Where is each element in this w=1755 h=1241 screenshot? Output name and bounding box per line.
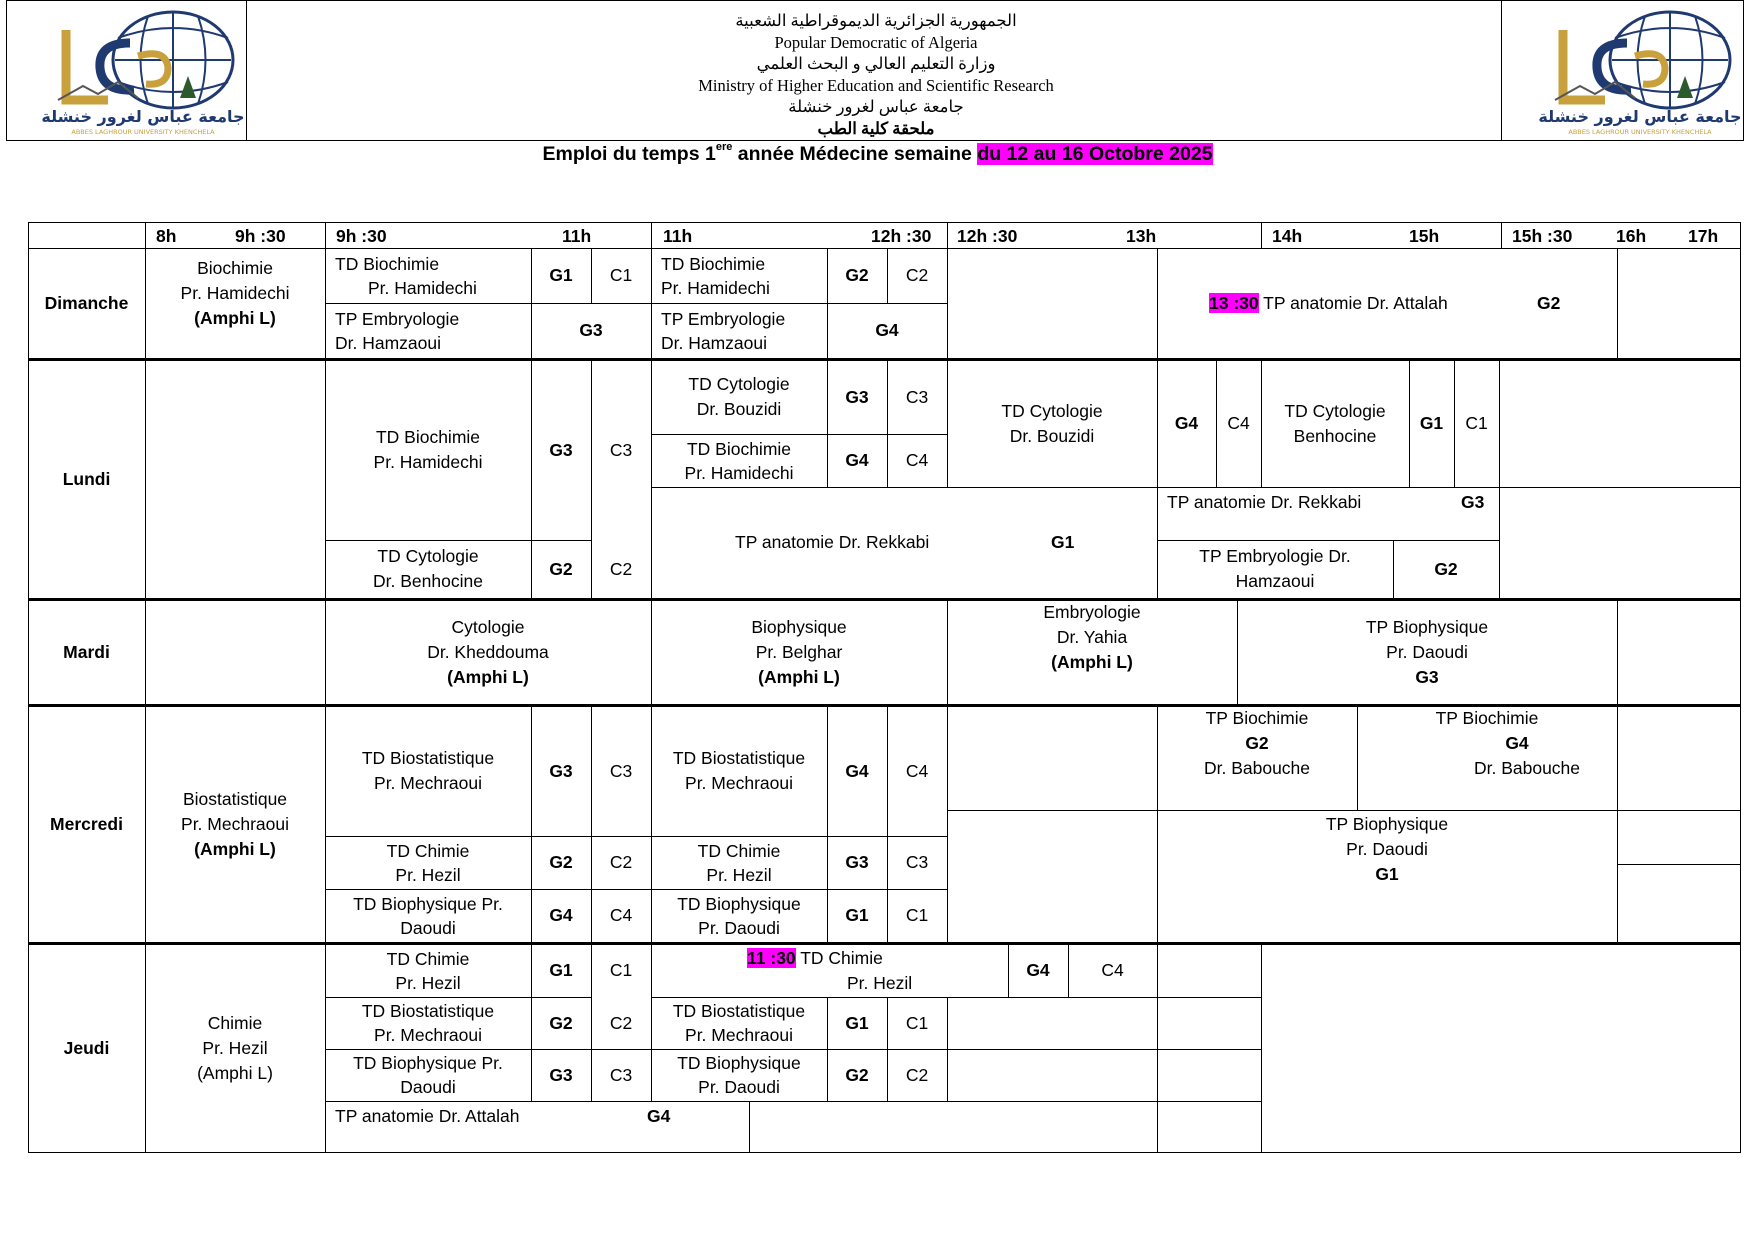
teacher: Dr. Hamzaoui — [661, 332, 768, 353]
teacher: Pr. Hamidechi — [368, 277, 477, 298]
course: TD Chimie — [386, 840, 470, 861]
amphi-session — [145, 248, 325, 338]
room: C4 — [1227, 413, 1250, 433]
teacher: Pr. Hezil — [395, 972, 461, 993]
group: G1 — [1051, 532, 1075, 552]
tp-session — [1237, 600, 1617, 704]
tp-session — [1157, 248, 1617, 358]
group: G3 — [549, 1064, 573, 1085]
group: G4 — [1174, 413, 1199, 433]
time-label: 15h — [1409, 226, 1440, 246]
time-label: 16h — [1616, 226, 1647, 246]
td-session — [651, 248, 827, 303]
teacher: Pr. Hamidechi — [661, 277, 770, 298]
course: TP Biochimie — [1435, 708, 1539, 728]
course: TP anatomie Dr. Rekkabi — [1167, 492, 1362, 512]
university-logo-left — [38, 8, 246, 136]
teacher: Pr. Daoudi — [698, 1077, 780, 1097]
td-session — [325, 836, 531, 889]
republic-ar: الجمهورية الجزائرية الديموقراطية الشعبية — [735, 11, 1017, 30]
course: TD Chimie — [697, 840, 781, 861]
td-session — [325, 997, 531, 1049]
group: G1 — [549, 265, 573, 285]
day-label-dimanche: Dimanche — [44, 292, 129, 313]
course: TD Biochimie — [661, 253, 766, 274]
group: G2 — [549, 558, 573, 579]
room: C3 — [905, 852, 929, 872]
teacher: Dr. Babouche — [1203, 758, 1311, 778]
td-session — [325, 248, 531, 303]
td-session — [651, 706, 827, 836]
room: C1 — [905, 1012, 929, 1033]
course: TD Cytologie — [1001, 400, 1103, 421]
teacher: Pr. Mechraoui — [374, 773, 482, 793]
letterhead-text — [246, 10, 1506, 139]
teacher: Daoudi — [400, 1077, 456, 1097]
room: C2 — [905, 1064, 929, 1085]
room: C4 — [905, 450, 929, 470]
amphi-session — [145, 944, 325, 1152]
group: G3 — [579, 320, 603, 340]
td-session — [651, 360, 827, 434]
teacher: Dr. Kheddouma — [427, 641, 549, 662]
room: C2 — [609, 558, 633, 579]
course: TD Biostatistique — [361, 748, 495, 768]
amphi-session — [651, 600, 947, 704]
teacher: Pr. Hamidechi — [684, 462, 794, 483]
group: G3 — [845, 852, 869, 872]
day-label-jeudi: Jeudi — [63, 1037, 110, 1058]
group: G4 — [875, 320, 899, 340]
room: C1 — [609, 960, 633, 980]
group: G2 — [1434, 558, 1458, 579]
course: TP anatomie Dr. Rekkabi — [735, 532, 930, 552]
day-label-mardi: Mardi — [63, 641, 110, 662]
time-label: 11h — [663, 226, 693, 246]
group: G4 — [549, 905, 573, 925]
course: TP anatomie Dr. Attalah — [335, 1106, 520, 1126]
course: TP Embryologie — [661, 308, 786, 329]
course: TD Biophysique — [677, 1053, 801, 1073]
day-label-lundi: Lundi — [62, 468, 111, 489]
td-session — [651, 997, 827, 1049]
teacher: Pr. Mechraoui — [685, 1025, 793, 1045]
amphi-session — [325, 600, 651, 704]
td-session — [651, 944, 1008, 997]
room: C3 — [609, 439, 633, 460]
teacher: Dr. Bouzidi — [696, 399, 782, 419]
room: C3 — [905, 386, 929, 407]
room: C1 — [1465, 413, 1488, 433]
course: TD Biophysique Pr. — [353, 1053, 503, 1073]
teacher: Dr. Yahia — [1056, 627, 1128, 647]
title-text: Emploi du temps 1 — [542, 143, 716, 165]
amphi-session — [947, 600, 1237, 680]
tp-session — [325, 303, 531, 358]
course: TD Biochimie — [686, 438, 792, 459]
teacher: Pr. Mechraoui — [374, 1025, 482, 1045]
university-logo-right — [1535, 8, 1743, 136]
course: TD Chimie — [795, 948, 883, 968]
group: G2 — [845, 265, 869, 285]
day-label-mercredi: Mercredi — [50, 813, 123, 834]
group: G2 — [1245, 733, 1269, 753]
course: TP anatomie Dr. Attalah — [1258, 293, 1448, 313]
course: TP Biochimie — [1205, 708, 1309, 728]
course: TD Biostatistique — [672, 748, 806, 768]
room: (Amphi L) — [1051, 652, 1133, 672]
teacher: Pr. Mechraoui — [685, 773, 793, 793]
td-session — [325, 889, 531, 942]
room: (Amphi L) — [197, 1062, 273, 1083]
teacher: Pr. Hamidechi — [373, 452, 483, 472]
title-dates: du 12 au 16 Octobre 2025 — [977, 143, 1213, 165]
time-label: 15h :30 — [1512, 226, 1573, 246]
teacher: Daoudi — [400, 917, 456, 938]
time-label: 13h — [1126, 226, 1157, 246]
logo-caption-en: ABBES LAGHROUR UNIVERSITY KHENCHELA — [1568, 128, 1712, 136]
time-label: 17h — [1688, 226, 1719, 246]
time-highlight: 11 :30 — [747, 948, 796, 968]
tp-session — [1157, 487, 1499, 517]
group: G3 — [845, 386, 869, 407]
group: G1 — [549, 960, 573, 980]
tp-session — [1157, 706, 1357, 786]
time-label: 12h :30 — [957, 226, 1018, 246]
ministry-ar: وزارة التعليم العالي و البحث العلمي — [756, 54, 996, 73]
tp-session — [325, 1101, 749, 1131]
teacher: Pr. Daoudi — [698, 917, 780, 938]
group: G1 — [1419, 413, 1444, 433]
course: Biophysique — [751, 616, 847, 637]
teacher: Pr. Mechraoui — [181, 813, 289, 834]
teacher: Benhocine — [1293, 425, 1377, 446]
course: TD Chimie — [386, 948, 470, 969]
course: TD Biophysique Pr. — [353, 893, 503, 914]
republic-en: Popular Democratic of Algeria — [774, 32, 978, 52]
course: TP Embryologie Dr. — [1199, 546, 1351, 566]
amphi-session — [145, 706, 325, 942]
group: G4 — [845, 450, 869, 470]
course: TP Biophysique — [1325, 814, 1449, 834]
room: (Amphi L) — [194, 307, 276, 328]
td-session — [947, 360, 1157, 487]
room: C1 — [609, 265, 633, 285]
room: C2 — [905, 265, 929, 285]
course: TD Biochimie — [375, 427, 481, 447]
room: C2 — [609, 852, 633, 872]
room: (Amphi L) — [758, 666, 840, 687]
td-session — [651, 1049, 827, 1101]
group: G1 — [845, 905, 869, 925]
room: C4 — [1101, 960, 1124, 980]
logo-caption-en: ABBES LAGHROUR UNIVERSITY KHENCHELA — [71, 128, 215, 136]
room: C4 — [905, 760, 929, 781]
td-session — [1261, 360, 1409, 487]
course: TP Biophysique — [1365, 616, 1489, 637]
title-text-2: année Médecine semaine — [732, 143, 978, 165]
room: C4 — [609, 905, 633, 925]
group: G3 — [549, 760, 573, 781]
time-label: 14h — [1272, 226, 1303, 246]
teacher: Pr. Hamidechi — [180, 282, 290, 303]
teacher: Pr. Hezil — [847, 973, 913, 993]
td-session — [325, 540, 531, 598]
tp-session — [1357, 706, 1617, 786]
teacher: Dr. Hamzaoui — [335, 332, 442, 353]
td-session — [651, 434, 827, 487]
time-label: 12h :30 — [871, 226, 932, 246]
group: G2 — [1537, 293, 1561, 313]
room: C3 — [609, 760, 633, 781]
university-ar: جامعة عباس لغرور خنشلة — [788, 97, 964, 116]
time-label: 11h — [562, 226, 592, 246]
course: TD Biostatistique — [361, 1001, 495, 1021]
teacher: Hamzaoui — [1235, 571, 1315, 591]
time-label: 8h — [156, 226, 177, 246]
teacher: Pr. Hezil — [706, 864, 772, 885]
time-label: 9h :30 — [235, 226, 286, 246]
tp-session — [1157, 812, 1617, 890]
course: TD Cytologie — [377, 546, 479, 566]
td-session — [325, 360, 531, 540]
group: G2 — [845, 1064, 869, 1085]
teacher: Dr. Benhocine — [373, 571, 483, 591]
room: C3 — [609, 1064, 633, 1085]
course: TD Cytologie — [1284, 400, 1386, 421]
course: TP Embryologie — [335, 308, 460, 329]
tp-session — [651, 303, 827, 358]
logo-caption-ar: جامعة عباس لغرور خنشلة — [41, 107, 245, 126]
room: (Amphi L) — [194, 838, 276, 859]
course: Biochimie — [197, 257, 273, 278]
room: C1 — [905, 905, 929, 925]
room: C2 — [609, 1012, 633, 1033]
tp-session — [651, 487, 1157, 598]
teacher: Pr. Daoudi — [1386, 641, 1468, 662]
td-session — [325, 1049, 531, 1101]
course: TD Biochimie — [335, 253, 440, 274]
group: G4 — [1505, 733, 1529, 753]
group: G3 — [549, 439, 573, 460]
group: G3 — [1415, 666, 1439, 687]
time-highlight: 13 :30 — [1209, 293, 1259, 313]
course: TD Biophysique — [677, 893, 801, 914]
teacher: Dr. Bouzidi — [1009, 425, 1095, 446]
teacher: Pr. Hezil — [202, 1037, 268, 1058]
td-session — [325, 706, 531, 836]
group: G3 — [1461, 492, 1485, 512]
title-sup: ere — [715, 141, 733, 153]
teacher: Pr. Daoudi — [1346, 839, 1428, 859]
teacher: Pr. Hezil — [395, 864, 461, 885]
course: Cytologie — [451, 616, 525, 637]
teacher: Dr. Babouche — [1473, 758, 1581, 778]
page-title — [0, 143, 1755, 166]
ministry-en: Ministry of Higher Education and Scientific Research — [698, 75, 1054, 95]
group: G1 — [845, 1012, 869, 1033]
tp-session — [1157, 540, 1393, 598]
course: TD Cytologie — [688, 374, 790, 394]
logo-caption-ar: جامعة عباس لغرور خنشلة — [1538, 107, 1742, 126]
td-session — [651, 836, 827, 889]
td-session — [325, 944, 531, 997]
teacher: Pr. Belghar — [755, 641, 843, 662]
group: G1 — [1375, 864, 1399, 884]
course: Chimie — [207, 1012, 263, 1033]
course: Biostatistique — [182, 788, 288, 809]
group: G2 — [549, 1012, 573, 1033]
group: G4 — [1026, 960, 1050, 980]
group: G4 — [647, 1106, 671, 1126]
course: TD Biostatistique — [672, 1001, 806, 1021]
group: G4 — [845, 760, 869, 781]
time-label: 9h :30 — [336, 226, 387, 246]
faculty-ar: ملحقة كلية الطب — [817, 118, 935, 138]
course: Embryologie — [1043, 602, 1141, 622]
td-session — [651, 889, 827, 942]
group: G2 — [549, 852, 573, 872]
room: (Amphi L) — [447, 666, 529, 687]
